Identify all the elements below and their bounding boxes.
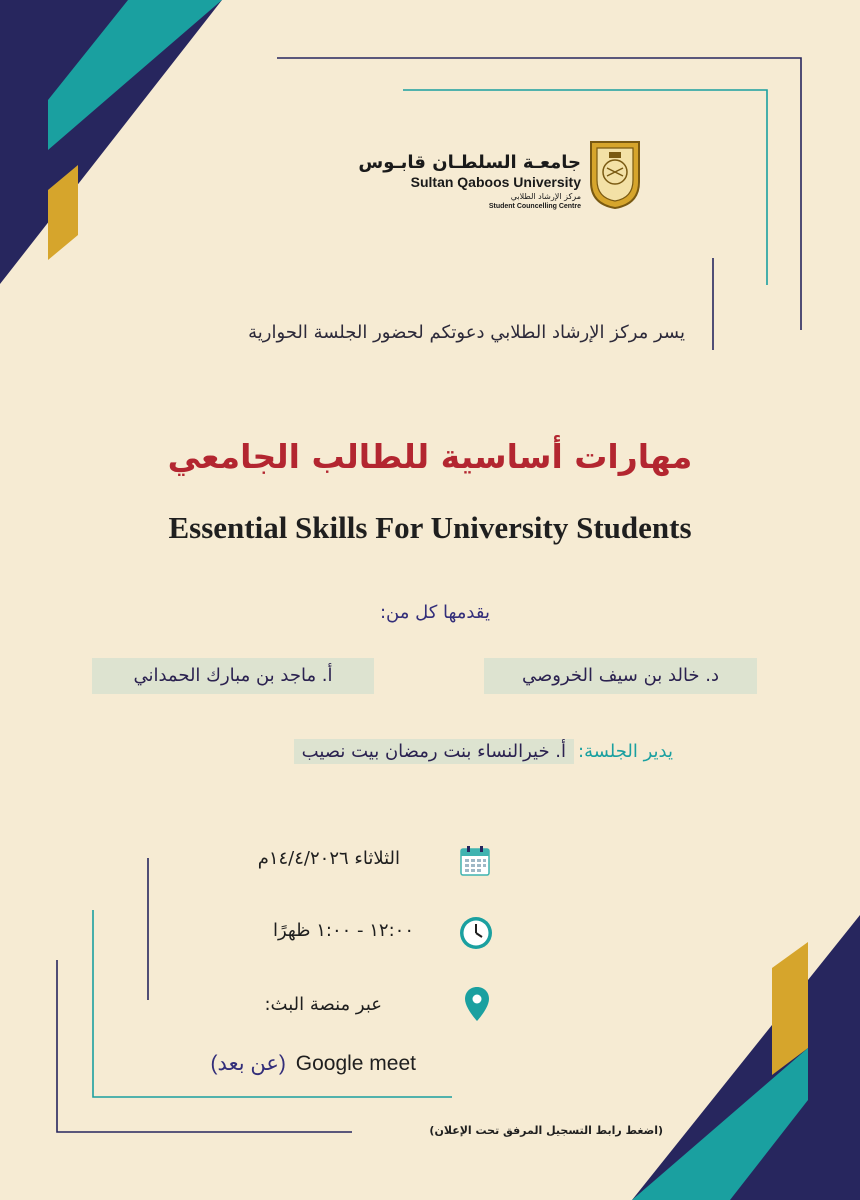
platform-mode: (عن بعد) [210, 1052, 286, 1075]
presenters-lead: يقدمها كل من: [379, 602, 490, 623]
title-arabic: مهارات أساسية للطالب الجامعي [167, 437, 693, 476]
event-time: ١٢:٠٠ - ١:٠٠ ظهرًا [272, 920, 414, 941]
university-logo [358, 138, 643, 218]
moderator-name: أ. خيرالنساء بنت رمضان بيت نصيب [294, 739, 574, 764]
frame-line-bottom-navy [57, 960, 352, 1132]
moderator-label: يدير الجلسة: [578, 741, 673, 762]
centre-name-en: Student Councelling Centre [488, 203, 581, 210]
platform-lead: عبر منصة البث: [264, 994, 382, 1015]
university-name-ar: جامعـة السلطـان قابـوس [358, 152, 581, 173]
moderator-row [294, 734, 673, 770]
centre-name-ar: مركز الإرشاد الطلابي [510, 192, 581, 201]
invitation-text: يسر مركز الإرشاد الطلابي دعوتكم لحضور الجلسة الحوارية [248, 322, 685, 343]
presenter-1: د. خالد بن سيف الخروصي [484, 658, 757, 694]
clock-icon [458, 915, 494, 951]
event-date: الثلاثاء ١٤/٤/٢٠٢٦م [257, 848, 400, 869]
university-name-en: Sultan Qaboos University [410, 174, 581, 190]
platform-name: Google meet [295, 1052, 416, 1075]
location-pin-icon [464, 986, 490, 1022]
university-emblem [587, 138, 643, 210]
registration-note: (اضغط رابط التسجيل المرفق تحت الإعلان) [429, 1124, 663, 1137]
title-english: Essential Skills For University Students [168, 510, 692, 545]
presenter-2: أ. ماجد بن مبارك الحمداني [92, 658, 374, 694]
platform-line [211, 1051, 416, 1076]
calendar-icon [459, 845, 491, 877]
